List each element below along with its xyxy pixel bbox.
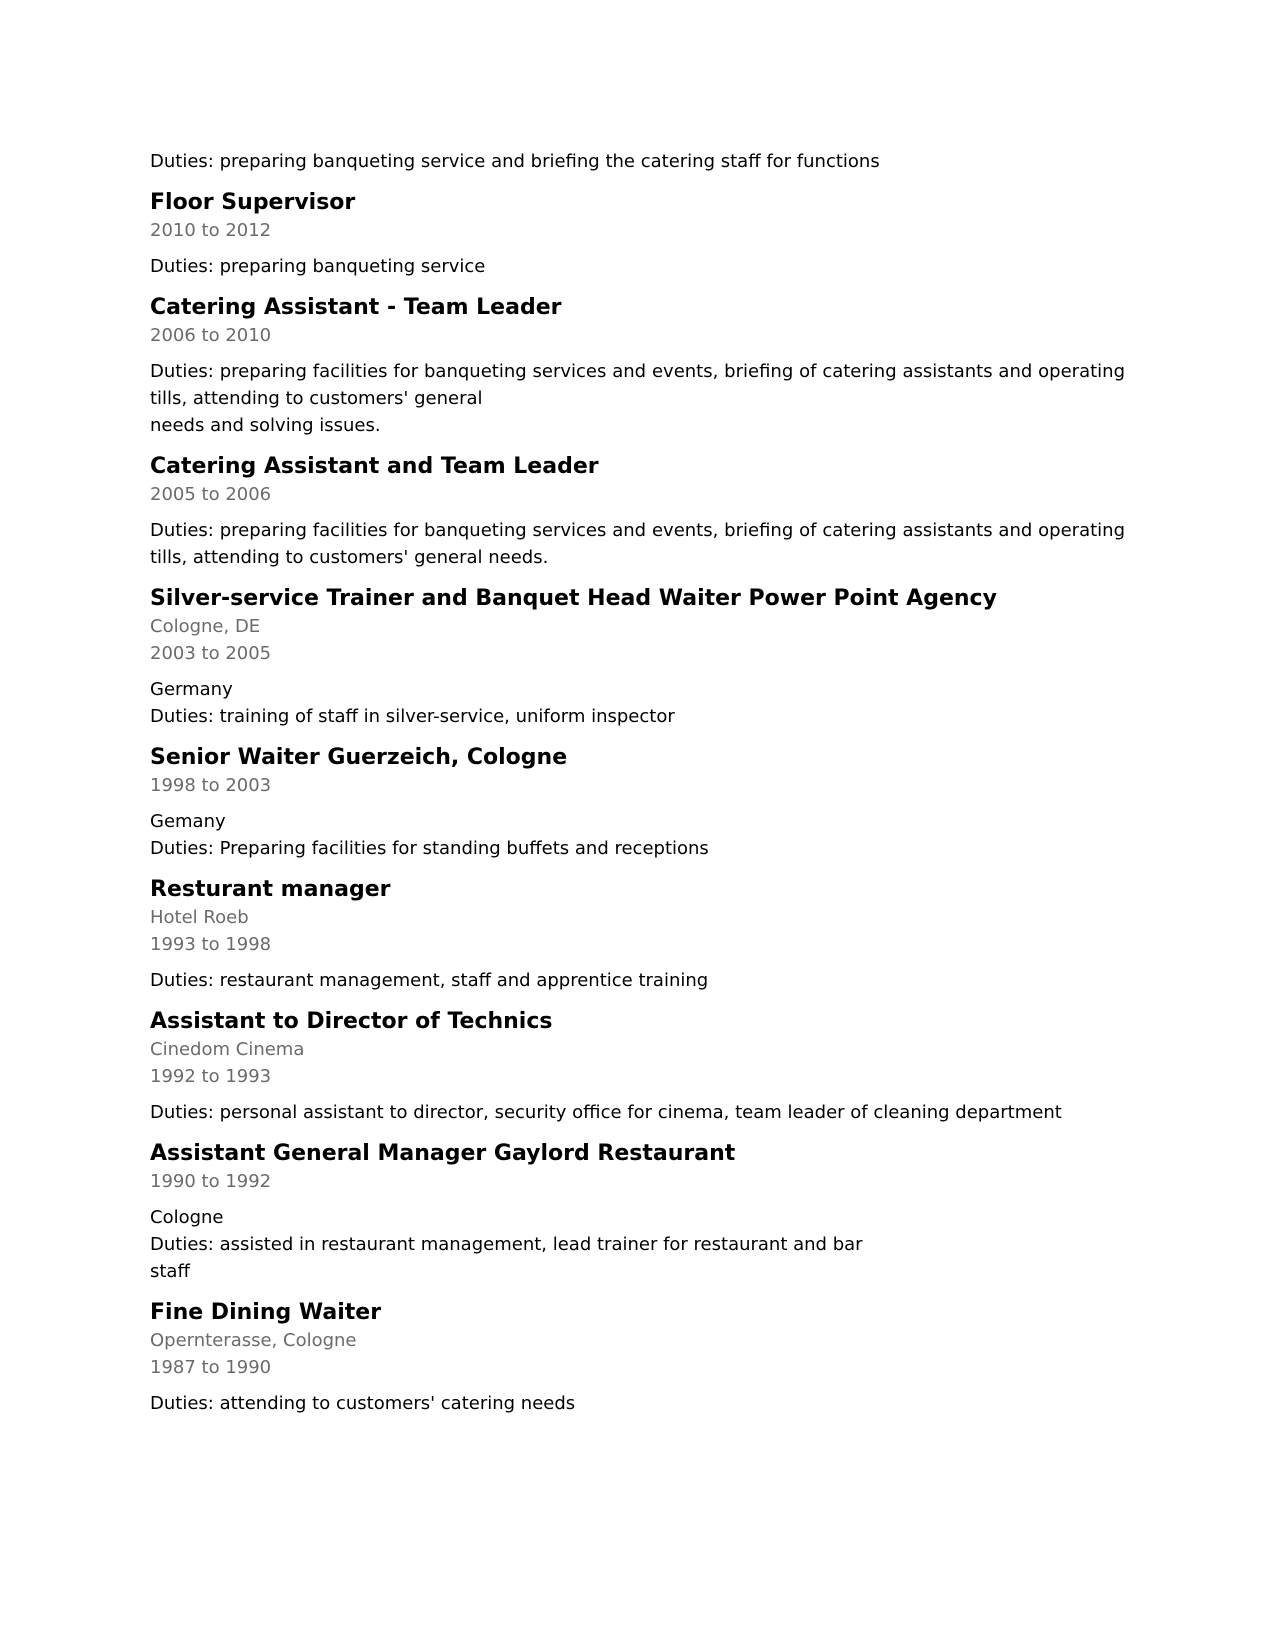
job-title: Resturant manager (150, 877, 391, 902)
job-dates: 2010 to 2012 (150, 220, 272, 241)
job-location: Hotel Roeb (150, 907, 249, 928)
job-duties: Duties: preparing facilities for banqueting services and events, briefing of catering assistants and operating tills, attending to customers' general needs. (150, 520, 1125, 568)
job-title: Floor Supervisor (150, 190, 356, 215)
job-dates: 1992 to 1993 (150, 1066, 272, 1087)
job-duties: Duties: Preparing facilities for standing buffets and receptions (150, 838, 709, 859)
job-duties: Duties: preparing facilities for banqueting services and events, briefing of catering assistants and operating tills, attending to customers' general (150, 361, 1125, 409)
job-title: Assistant to Director of Technics (150, 1009, 553, 1034)
job-location: Opernterasse, Cologne (150, 1330, 357, 1351)
job-duties: Duties: restaurant management, staff and apprentice training (150, 970, 709, 991)
job-duties: Duties: training of staff in silver-service, uniform inspector (150, 706, 675, 727)
job-location: Cinedom Cinema (150, 1039, 305, 1060)
job-entry (150, 744, 1125, 862)
job-dates: 2003 to 2005 (150, 643, 272, 664)
job-entry (150, 294, 1125, 439)
job-duties: Duties: assisted in restaurant management, lead trainer for restaurant and bar (150, 1234, 863, 1255)
job-country: Gemany (150, 811, 226, 832)
job-dates: 2006 to 2010 (150, 325, 272, 346)
job-dates: 1993 to 1998 (150, 934, 272, 955)
job-duties: Duties: preparing banqueting service (150, 256, 486, 277)
job-entry (150, 453, 1125, 571)
job-duties-continued: staff (150, 1261, 190, 1282)
job-title: Catering Assistant - Team Leader (150, 295, 562, 320)
job-title: Silver-service Trainer and Banquet Head Waiter Power Point Agency (150, 586, 997, 611)
job-entry (150, 1140, 1125, 1285)
job-dates: 2005 to 2006 (150, 484, 272, 505)
job-dates: 1990 to 1992 (150, 1171, 272, 1192)
job-duties-continued: needs and solving issues. (150, 415, 381, 436)
job-city: Cologne (150, 1207, 224, 1228)
job-title: Senior Waiter Guerzeich, Cologne (150, 745, 568, 770)
job-country: Germany (150, 679, 233, 700)
intro-duty: Duties: preparing banqueting service and briefing the catering staff for functions (150, 151, 880, 172)
job-duties: Duties: personal assistant to director, security office for cinema, team leader of cleaning department (150, 1102, 1062, 1123)
job-entry (150, 1008, 1125, 1126)
job-dates: 1987 to 1990 (150, 1357, 272, 1378)
job-title: Assistant General Manager Gaylord Restaurant (150, 1141, 736, 1166)
job-title: Catering Assistant and Team Leader (150, 454, 599, 479)
job-entry (150, 876, 1125, 994)
job-location: Cologne, DE (150, 616, 261, 637)
job-duties: Duties: attending to customers' catering needs (150, 1393, 576, 1414)
resume-page (150, 148, 1125, 1431)
job-entry (150, 1299, 1125, 1417)
job-entry (150, 189, 1125, 280)
job-entry (150, 585, 1125, 730)
job-title: Fine Dining Waiter (150, 1300, 382, 1325)
job-dates: 1998 to 2003 (150, 775, 272, 796)
